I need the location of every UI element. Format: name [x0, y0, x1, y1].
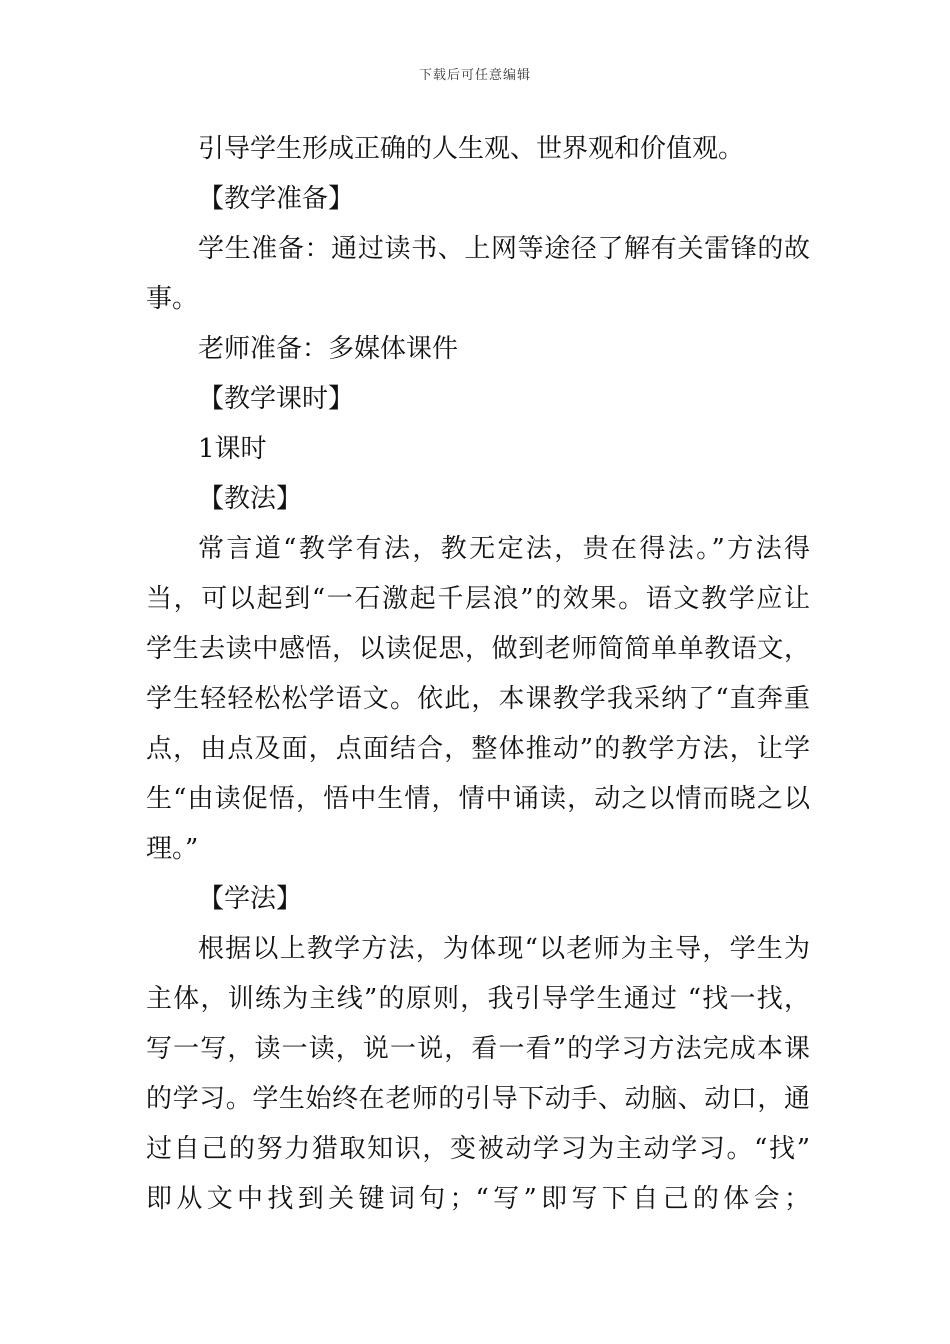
- text-line: 过自己的努力猎取知识，变被动学习为主动学习。“找”: [146, 1134, 810, 1164]
- text-line: 生“由读促悟，悟中生情，情中诵读，动之以情而晓之以: [146, 784, 810, 814]
- text-line: 写一写，读一读，说一说，看一看”的学习方法完成本课: [146, 1034, 810, 1064]
- section-heading-teaching-method: 【教法】: [198, 484, 303, 514]
- text-line: 根据以上教学方法，为体现“以老师为主导，学生为: [198, 934, 810, 964]
- text-line: 学生轻轻松松学语文。依此，本课教学我采纳了“直奔重: [146, 684, 810, 714]
- header-note: 下载后可任意编辑: [418, 68, 531, 83]
- text-line: 常言道“教学有法，教无定法，贵在得法。”方法得: [198, 534, 810, 564]
- text-line: 即从文中找到关键词句；“写”即写下自己的体会；: [146, 1184, 810, 1214]
- body-text: [146, 124, 810, 1224]
- text-line: 主体，训练为主线”的原则，我引导学生通过 “找一找，: [146, 984, 810, 1014]
- section-heading-learning-method: 【学法】: [198, 884, 303, 914]
- text-line: 事。: [146, 284, 199, 314]
- text-line: 老师准备：多媒体课件: [198, 334, 459, 364]
- text-line: 当，可以起到“一石激起千层浪”的效果。语文教学应让: [146, 584, 810, 614]
- text-line: 引导学生形成正确的人生观、世界观和价值观。: [198, 134, 745, 164]
- section-heading-lesson-hours: 【教学课时】: [198, 384, 355, 414]
- text-line: 的学习。学生始终在老师的引导下动手、动脑、动口，通: [146, 1084, 810, 1114]
- section-heading-preparation: 【教学准备】: [198, 184, 355, 214]
- text-line: 理。”: [146, 834, 199, 864]
- text-line: 点，由点及面，点面结合，整体推动”的教学方法，让学: [146, 734, 810, 764]
- text-line: 1课时: [198, 434, 267, 464]
- text-line: 学生去读中感悟，以读促思，做到老师简简单单教语文，: [146, 634, 810, 664]
- text-line: 学生准备：通过读书、上网等途径了解有关雷锋的故: [198, 234, 810, 264]
